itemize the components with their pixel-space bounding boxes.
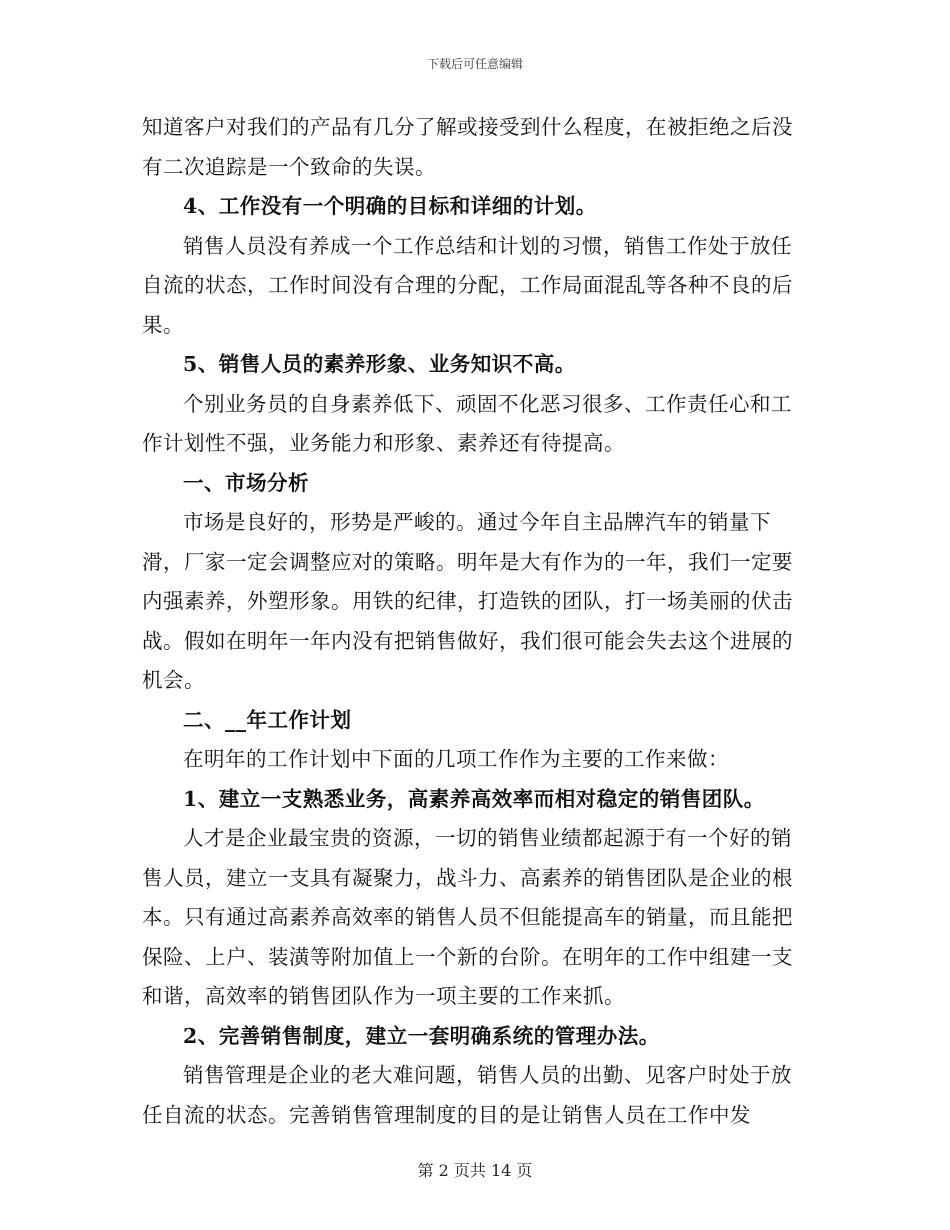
paragraph: 人才是企业最宝贵的资源，一切的销售业绩都起源于有一个好的销售人员，建立一支具有凝聚力，战斗力、高素养的销售团队是企业的根本。只有通过高素养高效率的销售人员不但能提高车的销量，而且能把保险、上户、装潢等附加值上一个新的台阶。在明年的工作中组建一支和谐，高效率的销售团队作为一项主要的工作来抓。	[142, 826, 793, 1008]
section-heading: 1、建立一支熟悉业务，高素养高效率而相对稳定的销售团队。	[183, 786, 765, 811]
paragraph: 市场是良好的，形势是严峻的。通过今年自主品牌汽车的销量下滑，厂家一定会调整应对的策略。明年是大有作为的一年，我们一定要内强素养，外塑形象。用铁的纪律，打造铁的团队，打一场美丽的伏击战。假如在明年一年内没有把销售做好，我们很可能会失去这个进展的机会。	[142, 510, 793, 692]
document-body	[142, 108, 802, 1135]
paragraph-continuation: 知道客户对我们的产品有几分了解或接受到什么程度，在被拒绝之后没有二次追踪是一个致命的失误。	[142, 115, 793, 179]
page-footer: 第 2 页共 14 页	[417, 1161, 533, 1180]
section-heading: 二、__年工作计划	[183, 707, 352, 732]
paragraph: 在明年的工作计划中下面的几项工作作为主要的工作来做：	[183, 747, 729, 771]
section-heading: 4、工作没有一个明确的目标和详细的计划。	[183, 194, 597, 218]
section-heading: 一、市场分析	[183, 470, 309, 495]
section-heading: 2、完善销售制度，建立一套明确系统的管理办法。	[183, 1023, 660, 1048]
paragraph: 销售管理是企业的老大难问题，销售人员的出勤、见客户时处于放任自流的状态。完善销售管理制度的目的是让销售人员在工作中发	[142, 1063, 792, 1127]
section-heading: 5、销售人员的素养形象、业务知识不高。	[183, 352, 576, 376]
paragraph: 销售人员没有养成一个工作总结和计划的习惯，销售工作处于放任自流的状态，工作时间没有合理的分配，工作局面混乱等各种不良的后果。	[142, 233, 793, 337]
paragraph: 个别业务员的自身素养低下、顽固不化恶习很多、工作责任心和工作计划性不强，业务能力和形象、素养还有待提高。	[142, 391, 792, 455]
page-header: 下载后可任意编辑	[426, 57, 523, 71]
